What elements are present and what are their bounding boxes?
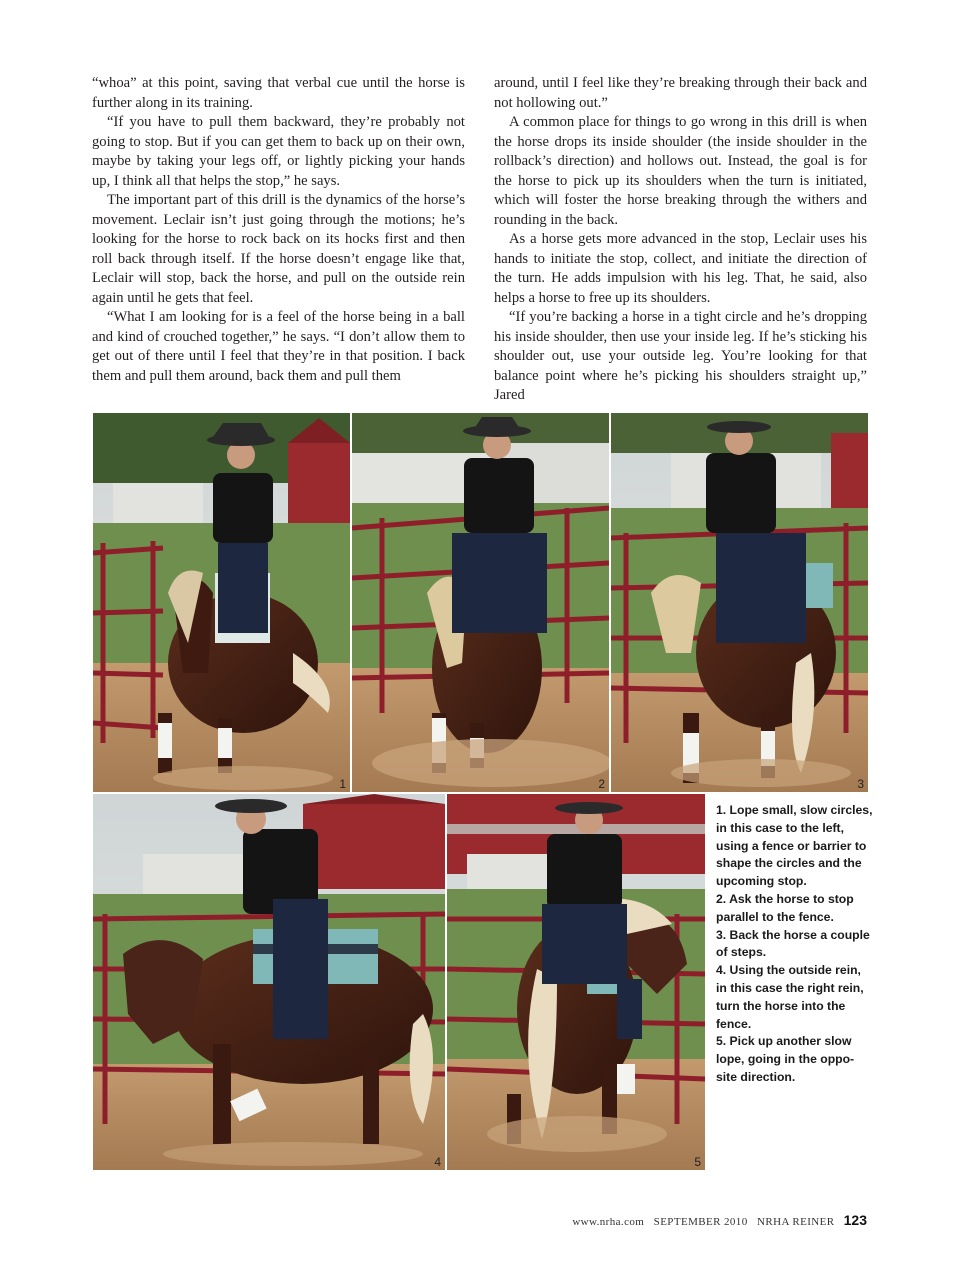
photo-number: 2	[598, 777, 605, 791]
caption-line: site direction.	[716, 1069, 796, 1084]
page-number: 123	[843, 1212, 867, 1228]
paragraph: The important part of this drill is the dynamics of the horse’s movement. Leclair isn’t just going through the motions; he’s looking for the horse to rock back on its hocks first and then roll back through itself. If the horse doesn’t engage like that, Leclair will stop, back the horse, and pull on the outside rein again until he gets that feel.	[92, 192, 465, 306]
caption-line: shape the circles and the	[716, 856, 862, 871]
paragraph: A common place for things to go wrong in this drill is when the horse drops its inside shoulder (the inside shoulder in the rollback’s direction) and hollows out. Instead, the goal is for the horse to pick up its shoulders when the turn is initiated, which will foster the horse breaking through the withers and rounding in the back.	[494, 114, 867, 228]
caption-line: 2. Ask the horse to stop	[716, 891, 854, 906]
footer-magazine: NRHA REINER	[757, 1216, 835, 1228]
photo-stop-parallel	[352, 413, 609, 792]
footer-issue: SEPTEMBER 2010	[653, 1216, 748, 1228]
caption-line: in this case to the left,	[716, 820, 844, 835]
paragraph: As a horse gets more advanced in the stop, Leclair uses his hands to initiate the stop, collect, and initiate the direction of the turn. He adds impulsion with his leg. That, he said, also helps a horse to free up its shoulders.	[494, 231, 867, 306]
caption-line: 5. Pick up another slow	[716, 1034, 852, 1049]
photo-number: 5	[694, 1155, 701, 1169]
caption-line: 3. Back the horse a couple	[716, 927, 870, 942]
caption-line: in this case the right rein,	[716, 980, 864, 995]
article-column-left	[92, 74, 465, 386]
caption-line: 1. Lope small, slow circles,	[716, 803, 873, 817]
caption-line: 4. Using the outside rein,	[716, 963, 861, 978]
article-column-right	[494, 74, 867, 406]
paragraph: “If you’re backing a horse in a tight circle and he’s dropping his inside shoulder, then use your inside leg. If he’s sticking his shoulder out, use your outside leg. You’re looking for that balance point where he’s picking his shoulders straight up,” Jared	[494, 309, 867, 403]
caption-line: parallel to the fence.	[716, 909, 834, 924]
caption-line: upcoming stop.	[716, 874, 807, 889]
paragraph: “whoa” at this point, saving that verbal cue until the horse is further along in its training.	[92, 75, 465, 111]
caption-line: of steps.	[716, 945, 767, 960]
photo-number: 3	[857, 777, 864, 791]
paragraph: “If you have to pull them backward, they’re probably not going to stop. But if you can get them to back up on their own, maybe by taking your legs off, or lightly picking your hands up, I think all that helps the stop,” he says.	[92, 114, 465, 189]
photo-number: 1	[339, 777, 346, 791]
caption-line: fence.	[716, 1016, 752, 1031]
footer-website: www.nrha.com	[572, 1216, 645, 1228]
caption-line: turn the horse into the	[716, 998, 846, 1013]
photo-back-up	[611, 413, 868, 792]
paragraph: around, until I feel like they’re breaking through their back and not hollowing out.”	[494, 75, 867, 111]
photo-lope-circle	[93, 413, 350, 792]
photo-caption	[716, 802, 876, 1087]
photo-number: 4	[434, 1155, 441, 1169]
paragraph: “What I am looking for is a feel of the horse being in a ball and kind of crouched together,” he says. “I don’t allow them to get out of there until I feel that they’re in that position. I back them and pull them around, back them and pull them	[92, 309, 465, 384]
caption-line: using a fence or barrier to	[716, 838, 867, 853]
photo-lope-opposite	[447, 794, 705, 1170]
page-footer	[572, 1212, 867, 1228]
photo-turn-into-fence	[93, 794, 445, 1170]
caption-line: lope, going in the oppo-	[716, 1052, 855, 1067]
